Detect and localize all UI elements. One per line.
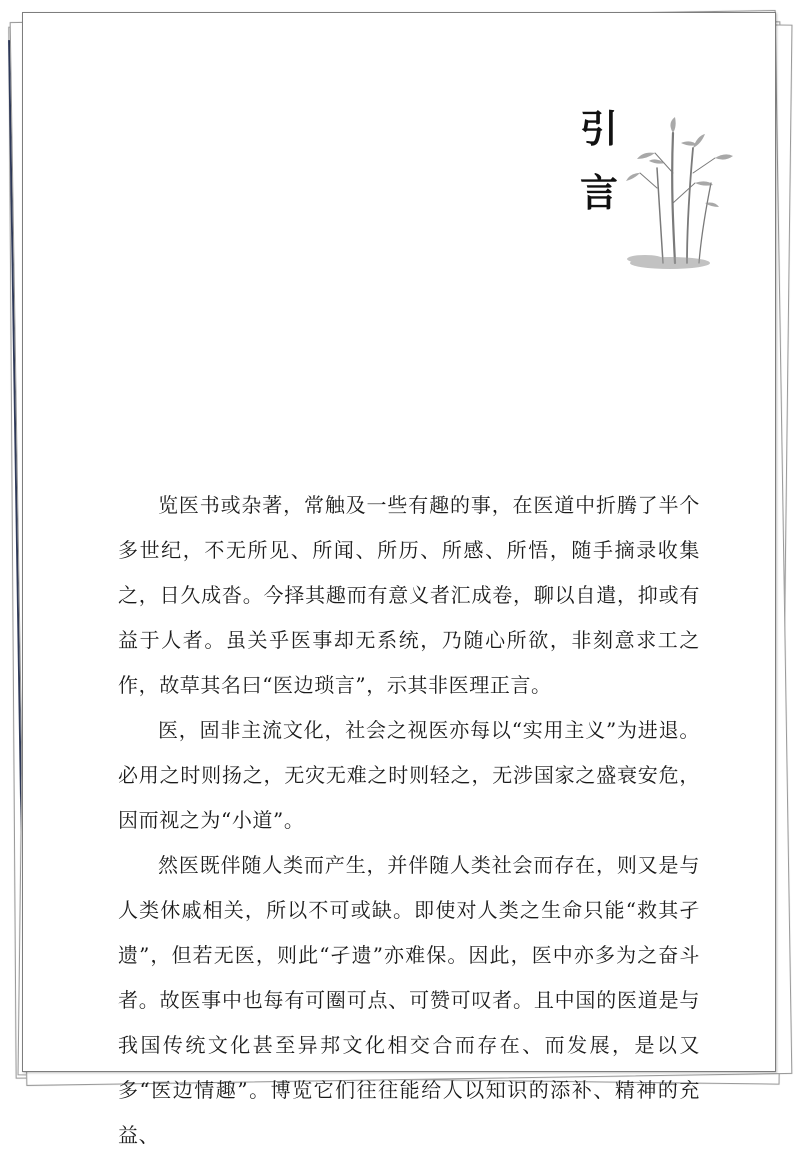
bamboo-illustration [615, 113, 745, 273]
paragraph: 然医既伴随人类而产生，并伴随人类社会而存在，则又是与人类休戚相关，所以不可或缺。即使对人类之生命只能“救其孑遗”，但若无医，则此“孑遗”亦难保。因此，医中亦多为之奋斗者。故医事中也每有可圈可点、可赞可叹者。且中国的医道是与我国传统文化甚至异邦文化相交合而存在、而发展，是以又多“医边情趣”。博览它们往往能给人以知识的添补、精神的充益、 [118, 853, 700, 1147]
paragraph: 览医书或杂著，常触及一些有趣的事，在医道中折腾了半个多世纪，不无所见、所闻、所历、所感、所悟，随手摘录收集之，日久成沓。今择其趣而有意义者汇成卷，聊以自遣，抑或有益于人者。虽关乎医事却无系统，乃随心所欲，非刻意求工之作，故草其名曰“医边琐言”，示其非医理正言。 [118, 493, 700, 697]
body-text [118, 483, 700, 1158]
document-page [22, 12, 776, 1147]
chapter-title-char: 言 [579, 170, 618, 215]
chapter-title-char: 引 [579, 106, 618, 151]
paragraph: 医，固非主流文化，社会之视医亦每以“实用主义”为进退。必用之时则扬之，无灾无难之时则轻之，无涉国家之盛衰安危，因而视之为“小道”。 [118, 718, 700, 832]
